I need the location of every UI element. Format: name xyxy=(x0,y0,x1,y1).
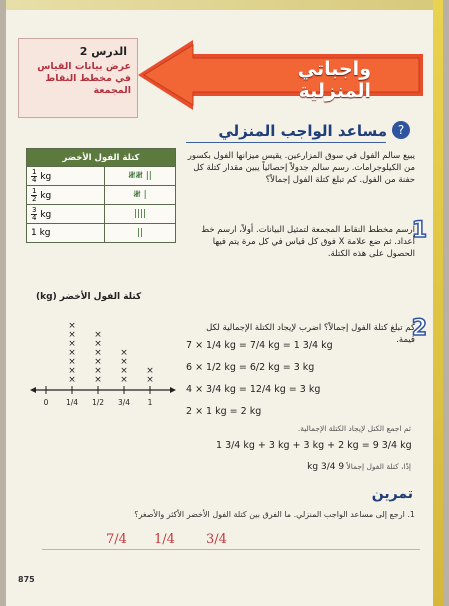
plot-x-mark: × xyxy=(120,348,128,358)
equation-3: 4 × 3/4 kg = 12/4 kg = 3 kg xyxy=(186,384,321,395)
table-row: 1 kg || xyxy=(27,224,176,243)
plot-x-mark: × xyxy=(68,339,76,349)
lesson-box xyxy=(18,38,138,118)
equation-4: 2 × 1 kg = 2 kg xyxy=(186,406,262,417)
plot-x-mark: × xyxy=(94,375,102,385)
line-plot xyxy=(28,300,178,410)
plot-title: كتلة الفول الأخضر (kg) xyxy=(36,292,142,302)
table-row: $\frac{3}{4}$ kg |||| xyxy=(27,205,176,224)
lesson-subtitle: عرض بيانات القياس في مخطط النقاط المجمعة xyxy=(37,61,131,96)
equation-2: 6 × 1/2 kg = 6/2 kg = 3 kg xyxy=(186,362,315,373)
plot-x-mark: × xyxy=(68,330,76,340)
conclusion-value: 9 3/4 kg xyxy=(307,462,345,472)
tally-header: كتلة الفول الأخضر xyxy=(27,149,176,167)
helper-title: مساعد الواجب المنزلي xyxy=(218,122,387,140)
plot-x-mark: × xyxy=(68,348,76,358)
table-row: $\frac{1}{4}$ kg 𝍸𝍸 || xyxy=(27,167,176,186)
tick-label: 1 xyxy=(147,398,153,407)
step-2-number: 2 xyxy=(411,316,427,341)
tally-marks: |||| xyxy=(105,205,176,224)
plot-x-mark: × xyxy=(146,366,154,376)
tally-marks: 𝍸𝍸 || xyxy=(105,167,176,186)
tick-label: 3/4 xyxy=(117,398,131,407)
tick-label: 1/4 xyxy=(65,398,79,407)
banner-title: واجباتي المنزلية xyxy=(297,58,371,102)
plot-x-mark: × xyxy=(94,357,102,367)
step-2-text: كم تبلغ كتلة الفول إجمالاً؟ اضرب لإيجاد الكتلة الإجمالية لكل قيمة. xyxy=(206,323,415,345)
textbook-page xyxy=(6,0,443,606)
add-note: ثم اجمع الكتل لإيجاد الكتلة الإجمالية. xyxy=(297,424,411,433)
plot-x-mark: × xyxy=(94,366,102,376)
plot-x-mark: × xyxy=(68,357,76,367)
table-row: $\frac{1}{2}$ kg 𝍸 | xyxy=(27,186,176,205)
equation-1: 7 × 1/4 kg = 7/4 kg = 1 3/4 kg xyxy=(186,340,333,351)
tick-label: 0 xyxy=(43,398,49,407)
plot-x-mark: × xyxy=(68,321,76,331)
step-1-number: 1 xyxy=(411,218,427,243)
practice-title: تمرين xyxy=(371,486,413,502)
plot-x-mark: × xyxy=(94,330,102,340)
tally-table xyxy=(26,148,176,243)
tally-marks: 𝍸 | xyxy=(105,186,176,205)
handwriting-b: 1/4 xyxy=(154,532,175,547)
plot-x-mark: × xyxy=(94,348,102,358)
plot-x-mark: × xyxy=(94,339,102,349)
helper-rule xyxy=(186,142,386,143)
plot-x-mark: × xyxy=(120,366,128,376)
axis-arrow-left xyxy=(30,387,36,393)
step-1-text: ارسم مخطط النقاط المجمعة لتمثيل البيانات. أولاً، ارسم خط أعداد. ثم ضع علامة X فوق كل قياس في كل مرة يتم فيها الحصول على هذه الكتلة. xyxy=(201,225,415,259)
tally-marks: || xyxy=(105,224,176,243)
conclusion-prefix: إذًا، كتلة الفول إجمالاً xyxy=(346,462,411,471)
plot-x-mark: × xyxy=(68,366,76,376)
right-color-band xyxy=(433,0,443,606)
practice-question: 1. ارجع إلى مساعد الواجب المنزلي. ما الفرق بين كتلة الفول الأخضر الأكثر والأصغر؟ xyxy=(134,510,415,519)
plot-x-mark: × xyxy=(120,357,128,367)
helper-icon xyxy=(391,120,411,140)
plot-x-mark: × xyxy=(68,375,76,385)
svg-text:?: ? xyxy=(397,123,405,137)
answer-line xyxy=(42,549,420,550)
intro-text: يبيع سالم الفول في سوق المزارعين. يقيس ميزانها الفول بكسور من الكيلوجرامات. رسم سالم جدولاً إحصائياً يبين مقدار كتلة كل حفنة من الفول. كم تبلغ كتلة الفول إجمالاً؟ xyxy=(187,151,415,185)
handwriting-c: 3/4 xyxy=(206,532,227,547)
plot-x-mark: × xyxy=(146,375,154,385)
sum-equation: 1 3/4 kg + 3 kg + 3 kg + 2 kg = 9 3/4 kg xyxy=(216,440,412,451)
page-number: 875 xyxy=(18,575,35,584)
axis-arrow-right xyxy=(170,387,176,393)
tick-label: 1/2 xyxy=(91,398,105,407)
handwriting-a: 7/4 xyxy=(106,532,127,547)
conclusion xyxy=(307,462,411,472)
plot-x-mark: × xyxy=(120,375,128,385)
top-strip xyxy=(6,0,443,10)
lesson-number: الدرس 2 xyxy=(79,45,127,58)
